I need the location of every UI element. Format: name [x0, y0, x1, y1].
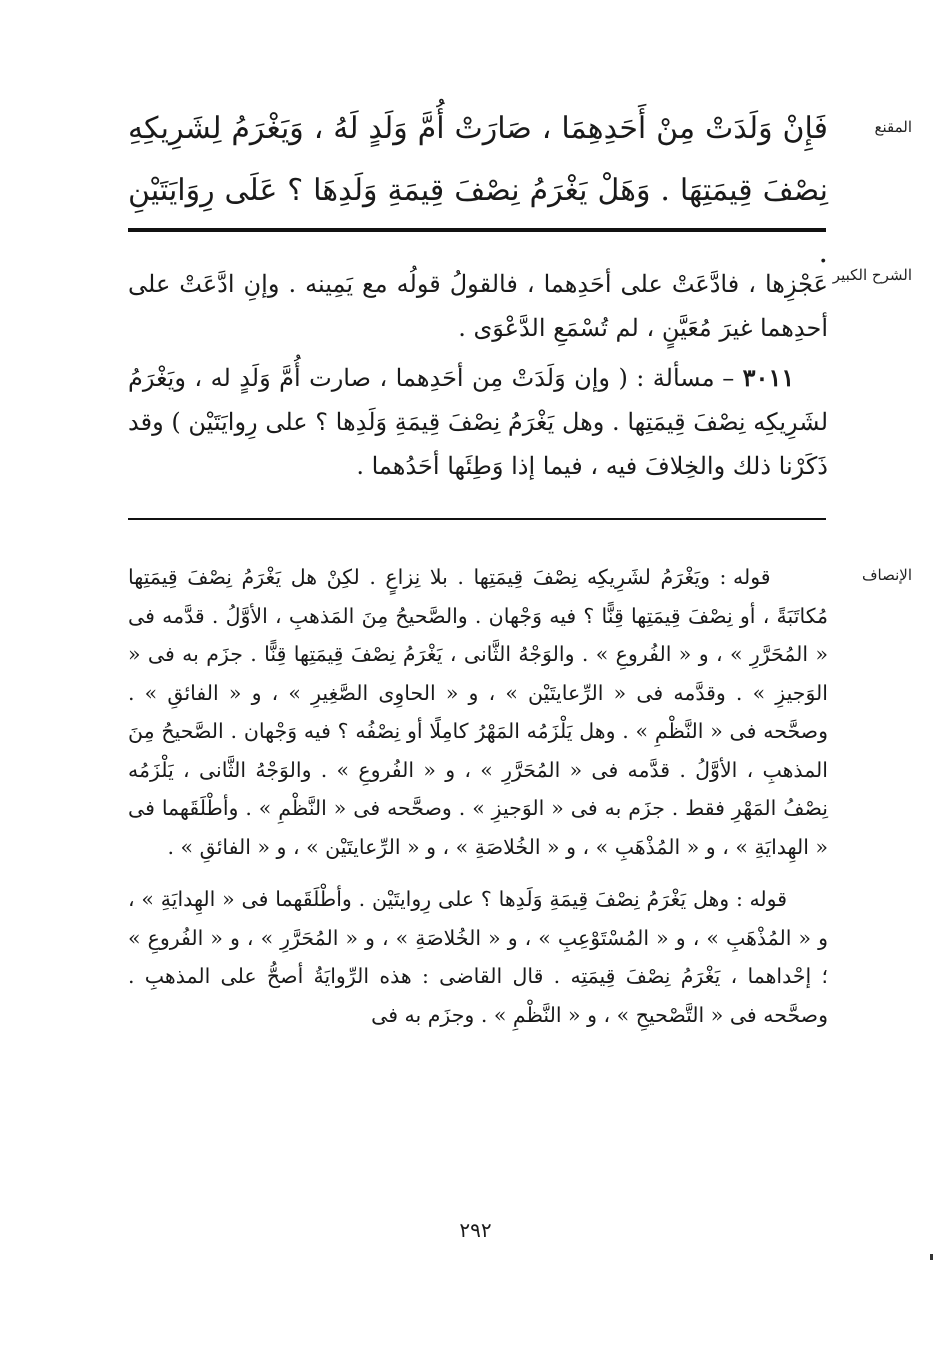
- thick-divider: [128, 228, 826, 232]
- muqni-text: فَإِنْ وَلَدَتْ مِنْ أَحَدِهِمَا ، صَارَتْ أُمَّ وَلَدٍ لَهُ ، وَيَغْرَمُ لِشَرِيكِهِ نِصْفَ قِيمَتِهَا . وَهَلْ يَغْرَمُ نِصْفَ قِيمَةِ وَلَدِهَا ؟ عَلَى رِوَايَتَيْنِ .: [128, 111, 828, 270]
- insaf-block: [128, 558, 828, 1034]
- sharh-block: [128, 262, 828, 488]
- label-insaf: الإنصاف: [861, 566, 912, 584]
- edge-mark: [930, 1254, 933, 1260]
- page-number: ٢٩٢: [459, 1218, 492, 1242]
- thin-divider: [128, 518, 826, 520]
- sharh-paragraph: عَجْزِها ، فادَّعَتْ على أحَدِهما ، فالقولُ قولُه مع يَمِينه . وإنِ ادَّعَتْ على أحدِهما غيرَ مُعَيَّنٍ ، لم تُسْمَعِ الدَّعْوَى .: [128, 270, 828, 342]
- insaf-paragraph-2-text: قوله : وهل يَغْرَمُ نِصْفَ قِيمَةِ وَلَدِها ؟ على رِوايتَيْن . وأطْلَقَهما فى « الهِدايَةِ » ، و « المُذْهَبِ » ، و « المُسْتَوْعِبِ » ، و « الخُلاصَةِ » ، و « المُحَرَّرِ » ، و « الفُروعِ » ؛ إحْداهما ، يَغْرَمُ نِصْفَ قِيمَتِه . قال القاضى : هذه الرِّوايَةُ أصحُّ على المذهبِ . وصحَّحه فى « التَّصْحيحِ » ، و « النَّظْمِ » . وجزَم به فى: [128, 887, 828, 1027]
- issue-number: ٣٠١١: [742, 363, 795, 392]
- insaf-paragraph-1: [128, 558, 828, 866]
- insaf-paragraph-2: [128, 880, 828, 1034]
- insaf-paragraph-1-text: قوله : ويَغْرَمُ لشَرِيكِه نِصْفَ قِيمَتِها . بلا نِزاعٍ . لكِنْ هل يَغْرَمُ نِصْفَ قِيمَتِها مُكاتَبَةً ، أو نِصْفَ قِيمَتِها قِنًّا ؟ فيه وَجْهان . والصَّحيحُ مِنَ المَذهبِ ، الأوَّلُ . قدَّمه فى « المُحَرَّرِ » ، و « الفُروعِ » . والوَجْهُ الثَّانى ، يَغْرَمُ نِصْفَ قِيمَتِها قِنًّا . جزَم به فى « الوَجيزِ » . وقدَّمه فى « الرِّعايتَيْن » ، و « الحاوِى الصَّغِيرِ » ، و « الفائقِ » . وصحَّحه فى « النَّظْمِ » . وهل يَلْزَمُه المَهْرُ كامِلًا أو نِصْفُه ؟ فيه وَجْهان . الصَّحيحُ مِنَ المذهبِ ، الأوَّلُ . قدَّمه فى « المُحَرَّرِ » ، و « الفُروعِ » . والوَجْهُ الثَّانى ، يَلْزَمُه نِصْفُ المَهْرِ فقط . جزَم به فى « الوَجيزِ » . وصحَّحه فى « النَّظْمِ » . وأطْلَقَهما فى « الهِدايَةِ » ، و « المُذْهَبِ » ، و « الخُلاصَةِ » ، و « الرِّعايتَيْن » ، و « الفائقِ » .: [128, 565, 828, 859]
- label-muqni: المقنع: [874, 118, 912, 136]
- label-sharh: الشرح الكبير: [832, 266, 912, 284]
- sharh-issue: [128, 356, 828, 488]
- issue-text: – مسألة : ( وإن وَلَدَتْ مِن أحَدِهما ، صارت أُمَّ وَلَدٍ له ، ويَغْرَمُ لشَرِيكِه نِصْفَ قِيمَتِها . وهل يَغْرَمُ نِصْفَ قِيمَةِ وَلَدِها ؟ على رِوايَتَيْن ) وقد ذَكَرْنا ذلك والخِلافَ فيه ، فيما إذا وَطِئَها أحَدُهما .: [128, 364, 828, 480]
